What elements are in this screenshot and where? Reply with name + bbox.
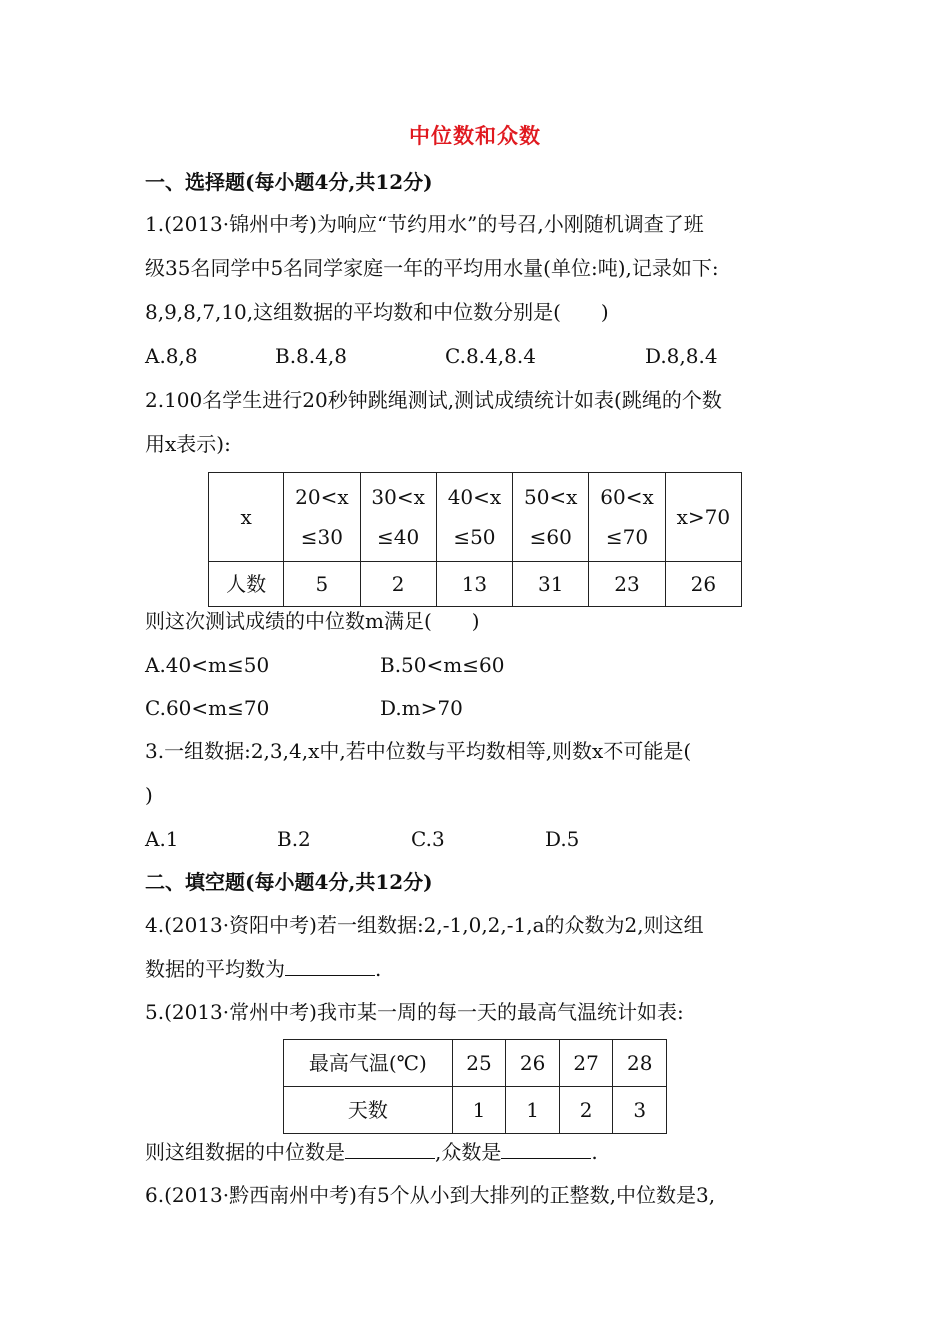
q2-line-1: 2.100名学生进行20秒钟跳绳测试,测试成绩统计如表(跳绳的个数 [145,388,722,412]
q2-line-3: 则这次测试成绩的中位数m满足( ) [145,609,480,633]
q2-option-a: A.40<m≤50 [145,653,270,677]
table-cell [360,473,436,562]
table-cell: 31 [513,562,589,607]
q2-option-d: D.m>70 [380,696,463,720]
section-heading-choice: 一、选择题(每小题4分,共12分) [145,170,433,194]
q4-text-after: . [375,957,382,981]
q5-line-1: 5.(2013·常州中考)我市某一周的每一天的最高气温统计如表: [145,1000,684,1024]
cell-text-top: 40<x [447,485,502,509]
table-row [209,473,742,562]
q3-option-a: A.1 [145,827,179,851]
table-cell: 1 [506,1087,560,1134]
q1-option-b: B.8.4,8 [275,344,347,368]
q3-option-c: C.3 [411,827,445,851]
table-cell: 3 [613,1087,667,1134]
q3-option-d: D.5 [545,827,580,851]
q1-option-d: D.8,8.4 [645,344,718,368]
table-cell [284,473,360,562]
jump-rope-table [208,472,742,607]
table-row [284,1087,667,1134]
table-cell: 27 [559,1040,613,1087]
cell-text-top: 60<x [600,485,654,509]
cell-text: x [240,505,252,529]
table-cell: 天数 [284,1087,453,1134]
q1-line-3: 8,9,8,7,10,这组数据的平均数和中位数分别是( ) [145,300,609,324]
cell-text-bottom: ≤50 [453,525,496,549]
cell-text-bottom: ≤30 [300,525,343,549]
table-cell: 5 [284,562,360,607]
cell-text-top: 30<x [371,485,425,509]
page-title: 中位数和众数 [409,123,541,148]
q1-option-c: C.8.4,8.4 [445,344,536,368]
q4-line-1: 4.(2013·资阳中考)若一组数据:2,-1,0,2,-1,a的众数为2,则这组 [145,913,704,937]
table-cell [665,473,741,562]
cell-text: x>70 [676,505,731,529]
q5-text-b: ,众数是 [435,1140,502,1164]
q3-line-2: ) [145,783,153,807]
table-cell: 25 [452,1040,506,1087]
q6-line-1: 6.(2013·黔西南州中考)有5个从小到大排列的正整数,中位数是3, [145,1183,716,1207]
cell-text-bottom: ≤60 [529,525,572,549]
table-row [209,562,742,607]
q5-text-c: . [591,1140,598,1164]
q2-option-c: C.60<m≤70 [145,696,270,720]
table-cell [589,473,665,562]
q3-line-1: 3.一组数据:2,3,4,x中,若中位数与平均数相等,则数x不可能是( [145,739,692,763]
answer-blank-median[interactable] [345,1140,435,1159]
q2-option-b: B.50<m≤60 [380,653,505,677]
table-cell: 2 [559,1087,613,1134]
cell-text-top: 20<x [295,485,349,509]
table-cell [513,473,589,562]
table-cell: 2 [360,562,436,607]
q2-line-2: 用x表示): [145,432,231,456]
q1-option-a: A.8,8 [145,344,198,368]
table-cell: 26 [665,562,741,607]
table-cell: 最高气温(℃) [284,1040,453,1087]
answer-blank-mode[interactable] [501,1140,591,1159]
table-cell [436,473,512,562]
q4-text-before: 数据的平均数为 [145,957,285,981]
q5-text-a: 则这组数据的中位数是 [145,1140,345,1164]
q1-line-2: 级35名同学中5名同学家庭一年的平均用水量(单位:吨),记录如下: [145,256,719,280]
table-cell: 人数 [209,562,284,607]
table-cell: 13 [436,562,512,607]
table-row [284,1040,667,1087]
q4-line-2 [145,955,381,983]
q3-option-b: B.2 [277,827,311,851]
table-cell: 23 [589,562,665,607]
answer-blank[interactable] [285,957,375,976]
section-heading-fill: 二、填空题(每小题4分,共12分) [145,870,433,894]
table-cell: 26 [506,1040,560,1087]
table-cell [209,473,284,562]
temperature-table [283,1039,667,1134]
cell-text-top: 50<x [523,485,578,509]
q5-line-2 [145,1138,598,1166]
table-cell: 28 [613,1040,667,1087]
table-cell: 1 [452,1087,506,1134]
cell-text-bottom: ≤40 [377,525,420,549]
q1-line-1: 1.(2013·锦州中考)为响应“节约用水”的号召,小刚随机调查了班 [145,212,704,236]
cell-text-bottom: ≤70 [605,525,649,549]
